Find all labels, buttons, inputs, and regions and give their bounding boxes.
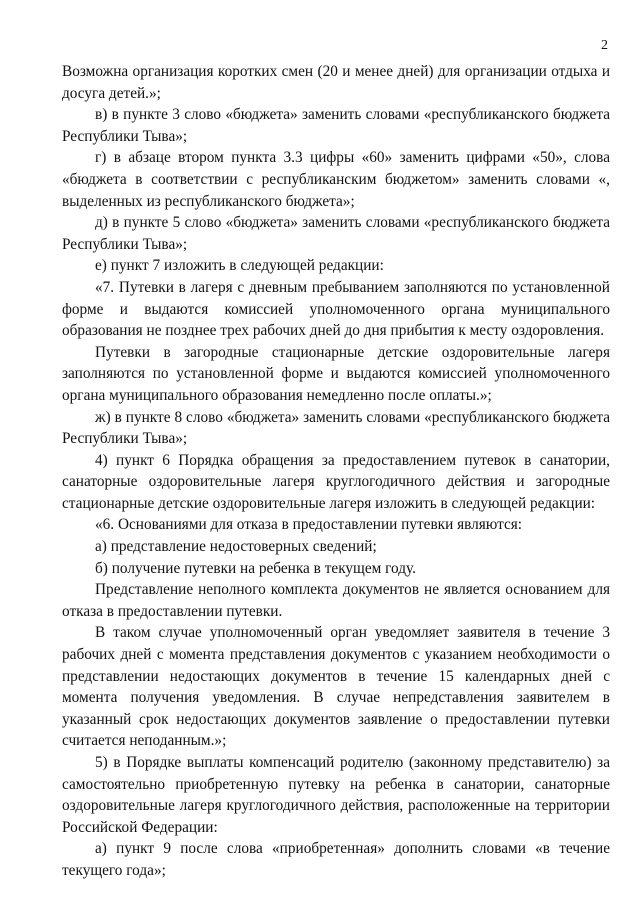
paragraph-clause-6: «6. Основаниями для отказа в предоставлении путевки являются:: [95, 516, 523, 534]
paragraph-amendment-v: в) в пункте 3 слово «бюджета» заменить словами «республиканского бюджета Республики Тыва»;: [62, 106, 610, 145]
paragraph-clause-7-cont: Путевки в загородные стационарные детские оздоровительные лагеря заполняются по установленной форме и выдаются комиссией уполномоченного органа муниципального образования немедленно после оплаты.»;: [62, 343, 610, 404]
paragraph-amendment-g: г) в абзаце втором пункта 3.3 цифры «60» заменить цифрами «50», слова «бюджета в соответствии с республиканским бюджетом» заменить словами «, выделенных из республиканского бюджета»;: [62, 149, 610, 210]
paragraph-amendment-e: е) пункт 7 изложить в следующей редакции:: [95, 257, 384, 275]
paragraph-amendment-zh: ж) в пункте 8 слово «бюджета» заменить словами «республиканского бюджета Республики Тыва»;: [62, 408, 610, 448]
paragraph-continuation: Возможна организация коротких смен (20 и менее дней) для организации отдыха и досуга детей.»;: [62, 63, 610, 102]
paragraph-clause-6-b: б) получение путевки на ребенка в текущем году.: [95, 559, 416, 577]
paragraph-clause-7: «7. Путевки в лагеря с дневным пребыванием заполняются по установленной форме и выдаются комиссией уполномоченного органа муниципального образования не позднее трех рабочих дней до дня прибытия к месту оздоровления.: [62, 278, 610, 340]
document-body: [62, 61, 610, 882]
paragraph-item-4: 4) пункт 6 Порядка обращения за предоставлением путевок в санатории, санаторные оздоровительные лагеря круглогодичного действия и загородные стационарные детские оздоровительные лагеря изложить в следующей редакции:: [62, 451, 610, 512]
paragraph-incomplete-documents: Представление неполного комплекта документов не является основанием для отказа в предоставлении путевки.: [62, 581, 610, 620]
paragraph-item-5-a: а) пункт 9 после слова «приобретенная» дополнить словами «в течение текущего года»;: [62, 840, 610, 879]
paragraph-item-5: 5) в Порядке выплаты компенсаций родителю (законному представителю) за самостоятельно приобретенную путевку на ребенка в санатории, санаторные оздоровительные лагеря круглогодичного действия, расположенные на территории Российской Федерации:: [62, 754, 610, 836]
paragraph-notification: В таком случае уполномоченный орган уведомляет заявителя в течение 3 рабочих дней с момента представления документов с указанием необходимости о представлении недостающих документов в течение 15 календарных дней с момента получения уведомления. В случае непредставления заявителем в указанный срок недостающих документов заявление о предоставлении путевки считается неподанным.»;: [62, 624, 610, 750]
page-number: 2: [601, 38, 608, 53]
paragraph-clause-6-a: а) представление недостоверных сведений;: [95, 538, 377, 556]
paragraph-amendment-d: д) в пункте 5 слово «бюджета» заменить словами «республиканского бюджета Республики Тыва»;: [62, 214, 610, 253]
